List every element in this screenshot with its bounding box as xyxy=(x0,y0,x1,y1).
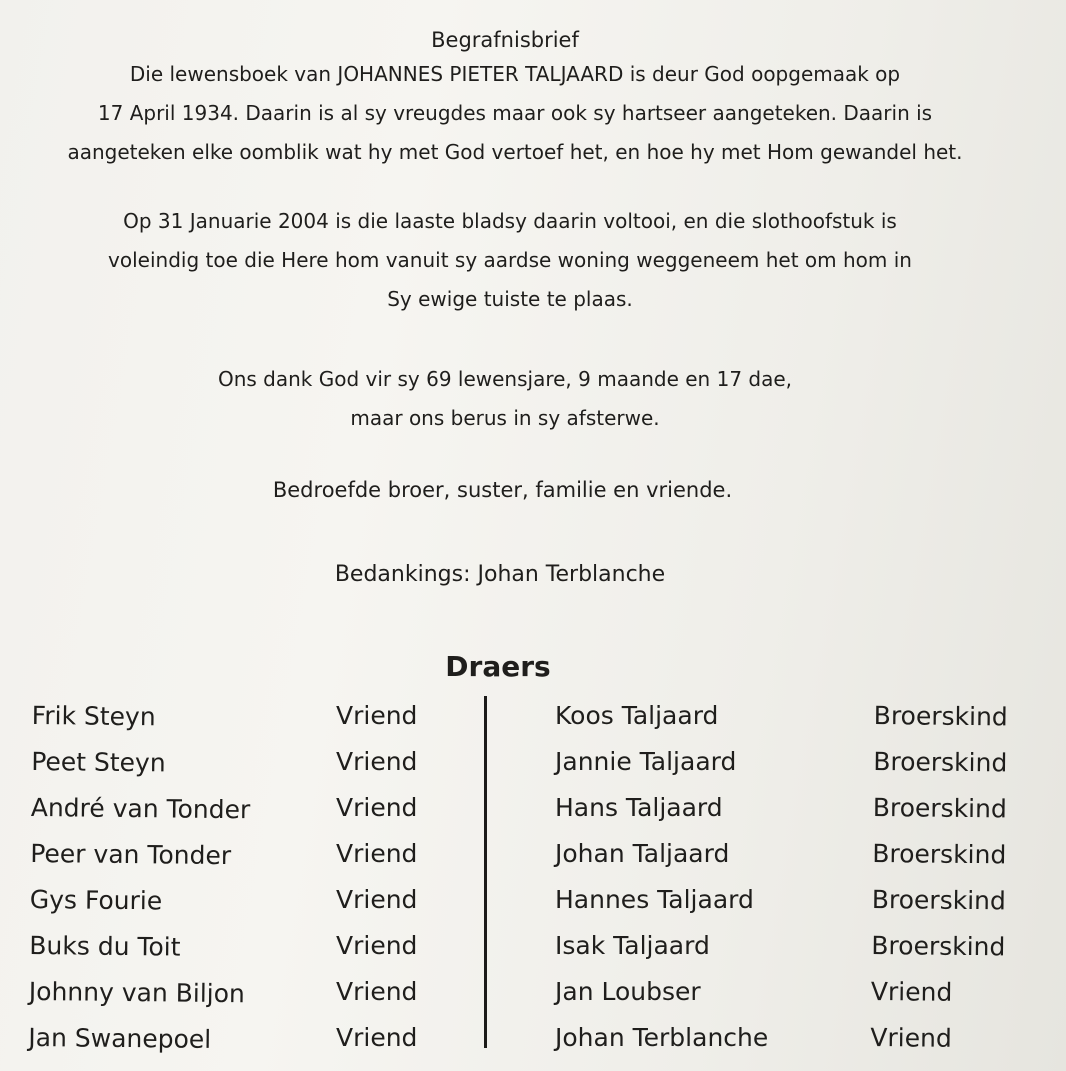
pallbearer-relation: Vriend xyxy=(336,977,418,1006)
pallbearer-name: Isak Taljaard xyxy=(555,931,710,960)
pallbearers-left-names xyxy=(28,693,251,1063)
pallbearer-name: Koos Taljaard xyxy=(555,701,719,730)
pallbearer-name: Frik Steyn xyxy=(31,700,156,732)
pallbearer-relation: Vriend xyxy=(870,976,953,1007)
death-line: voleindig toe die Here hom vanuit sy aardse woning weggeneem het om hom in xyxy=(108,248,912,272)
acknowledgement-line: Bedankings: Johan Terblanche xyxy=(334,562,666,587)
pallbearer-name: Peer van Tonder xyxy=(30,838,232,871)
pallbearer-relation: Vriend xyxy=(336,839,418,868)
pallbearer-relation: Broerskind xyxy=(873,700,1008,732)
pallbearer-relation: Vriend xyxy=(336,793,418,822)
document-title: Begrafnisbrief xyxy=(431,28,579,52)
closing-line: Bedroefde broer, suster, familie en vriende. xyxy=(272,478,733,502)
pallbearers-left-relations xyxy=(336,693,417,1061)
death-paragraph xyxy=(0,202,1020,319)
pallbearer-name: Peet Steyn xyxy=(31,746,166,778)
intro-line: 17 April 1934. Daarin is al sy vreugdes maar ook sy hartseer aangeteken. Daarin is xyxy=(97,101,933,125)
death-line: Sy ewige tuiste te plaas. xyxy=(387,287,633,311)
pallbearer-relation: Vriend xyxy=(336,747,418,776)
intro-line: Die lewensboek van JOHANNES PIETER TALJAARD is deur God oopgemaak op xyxy=(129,62,901,86)
pallbearer-name: Jannie Taljaard xyxy=(555,747,737,776)
pallbearer-relation: Broerskind xyxy=(871,930,1006,962)
pallbearer-name: Gys Fourie xyxy=(29,884,163,916)
pallbearer-name: Jan Loubser xyxy=(555,977,701,1006)
thanks-paragraph xyxy=(0,360,1010,438)
intro-paragraph xyxy=(0,55,1030,172)
thanks-line: Ons dank God vir sy 69 lewensjare, 9 maande en 17 dae, xyxy=(217,367,793,391)
pallbearer-name: Jan Swanepoel xyxy=(28,1022,212,1054)
pallbearer-relation: Broerskind xyxy=(872,792,1007,824)
pallbearers-right-names xyxy=(555,693,768,1061)
pallbearer-relation: Vriend xyxy=(336,701,418,730)
death-line: Op 31 Januarie 2004 is die laaste bladsy daarin voltooi, en die slothoofstuk is xyxy=(123,209,897,233)
pallbearer-relation: Broerskind xyxy=(872,838,1007,870)
pallbearer-name: Buks du Toit xyxy=(29,930,181,962)
pallbearer-name: Hannes Taljaard xyxy=(555,885,754,914)
pallbearer-relation: Vriend xyxy=(336,885,418,914)
pallbearer-relation: Broerskind xyxy=(871,884,1006,916)
pallbearer-name: Johnny van Biljon xyxy=(28,976,245,1009)
pallbearer-name: Johan Terblanche xyxy=(555,1023,769,1052)
pallbearers-heading: Draers xyxy=(445,650,551,683)
thanks-line: maar ons berus in sy afsterwe. xyxy=(350,406,660,430)
pallbearer-name: Johan Taljaard xyxy=(555,839,730,868)
pallbearer-relation: Vriend xyxy=(336,1023,418,1052)
pallbearers-right-relations xyxy=(870,693,1008,1062)
pallbearer-relation: Vriend xyxy=(870,1022,952,1053)
intro-line: aangeteken elke oomblik wat hy met God vertoef het, en hoe hy met Hom gewandel het. xyxy=(67,140,963,164)
pallbearer-name: Hans Taljaard xyxy=(555,793,723,822)
pallbearer-relation: Broerskind xyxy=(873,746,1008,778)
pallbearer-name: André van Tonder xyxy=(30,792,251,825)
pallbearer-relation: Vriend xyxy=(336,931,418,960)
column-divider xyxy=(484,696,487,1048)
